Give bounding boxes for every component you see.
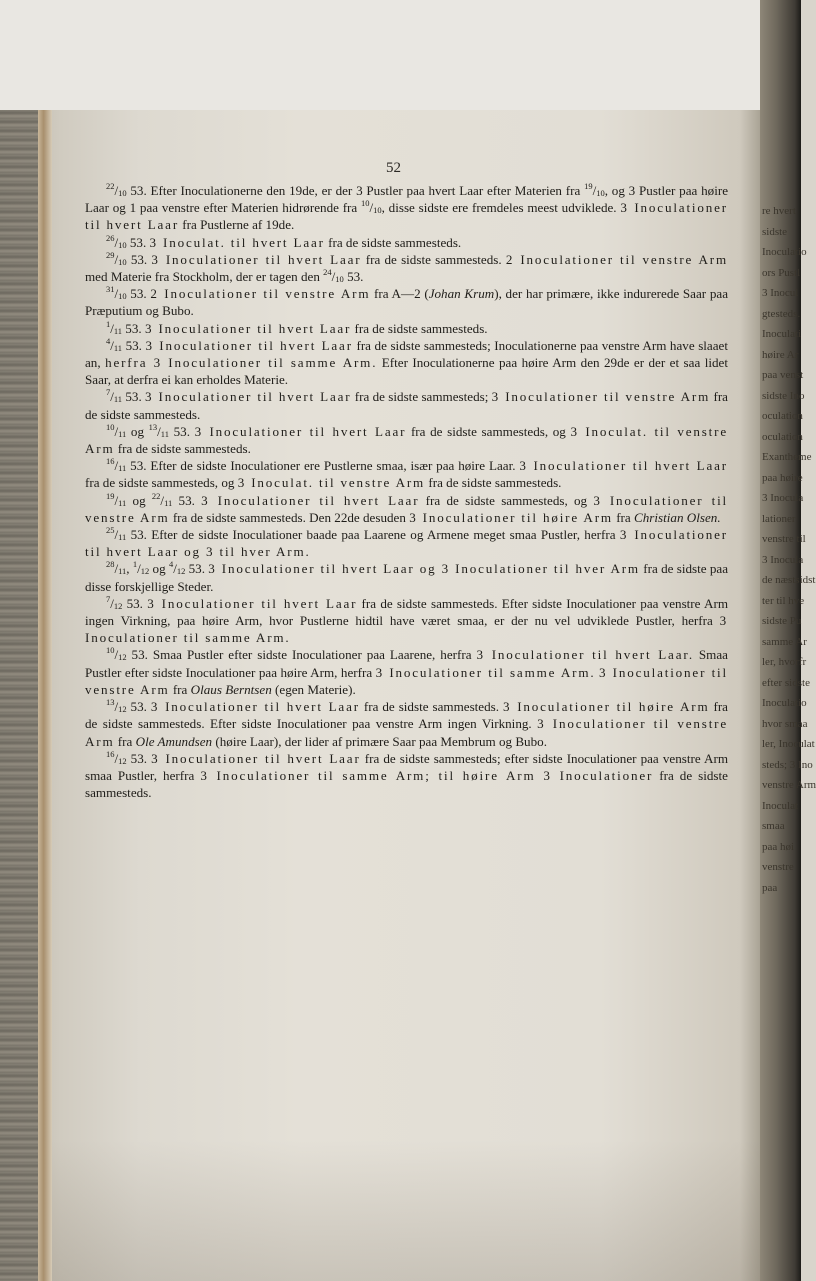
text-run: , og 3 Pustler paa høire Laar og 1 paa venstre efter Materien hidrørende fra	[85, 183, 729, 216]
text-run: og	[126, 492, 152, 508]
opposite-page-fragment: paa høi	[762, 840, 795, 853]
opposite-page-fragment: Inoculatio	[762, 697, 807, 709]
date-numerator: 16	[105, 456, 115, 467]
text-run: og	[149, 561, 169, 577]
text-run: fra	[169, 681, 191, 697]
date-numerator: 1	[105, 318, 111, 329]
text-run: /	[110, 389, 114, 405]
opposite-page-fragment: gtesteds.	[762, 307, 801, 320]
date-denominator: 10	[118, 239, 127, 250]
journal-entry	[85, 320, 728, 337]
opposite-page-bleed	[760, 0, 816, 1281]
spaced-emphasis: 3 Inoculationer til samme Arm.	[85, 613, 728, 646]
opposite-page-fragment: de næstsidst	[762, 574, 816, 586]
opposite-page-fragment: sidste Pu	[762, 615, 802, 627]
text-run: /	[114, 699, 119, 715]
opposite-page-fragment: oculation	[762, 410, 803, 422]
spaced-emphasis: 3 Inoculationer til høire Arm	[503, 699, 710, 715]
spaced-emphasis: 3 Inoculationer til hvert Laar	[145, 389, 352, 405]
spaced-emphasis: 3 Inoculationer til hvert Laar	[201, 492, 420, 508]
opposite-page-fragment: samme Ar	[762, 635, 807, 648]
opposite-page-fragment: oculation	[762, 430, 803, 443]
text-run: /	[369, 200, 374, 216]
text-run: /	[114, 234, 119, 250]
text-run: 53.	[126, 286, 151, 302]
spaced-emphasis: 2 Inoculationer til venstre Arm	[505, 251, 728, 267]
journal-entry	[85, 388, 728, 422]
opposite-page-fragment: smaa	[762, 820, 785, 832]
opposite-page-fragment: Inoculat	[762, 799, 799, 812]
text-run: /	[114, 561, 119, 577]
text-run: /	[160, 492, 165, 508]
text-run: fra de sidste sammesteds, og	[406, 423, 571, 439]
journal-entry	[85, 457, 728, 491]
opposite-page-fragment: lationer	[762, 512, 796, 525]
spaced-emphasis: 3 Inoculationer til hvert Laar	[85, 200, 728, 233]
text-run: /	[114, 527, 119, 543]
text-run: fra de sidste sammesteds. Efter sidste Inoculationer paa venstre Arm ingen Virkning, paa høire Arm, hvor Pustlerne hidtil have været smaa, er der nu vel udviklede Pustler, herfra	[85, 595, 728, 629]
spaced-emphasis: 3 Inoculationer til venstre Arm	[491, 389, 711, 405]
book-binding-shadow	[0, 110, 40, 1281]
date-numerator: 10	[105, 645, 115, 656]
spaced-emphasis: 3 Inoculationer til samme Arm; til høire Arm 3 Inoculationer	[200, 767, 654, 783]
text-run: 53. Efter Inoculationerne den 19de, er der 3 Pustler paa hvert Laar efter Materien fra	[126, 183, 585, 198]
spaced-emphasis: 3 Inoculat. til venstre Arm	[237, 475, 426, 491]
journal-entry	[85, 750, 728, 802]
person-name: Christian Olsen.	[634, 509, 721, 525]
opposite-page-fragment: 3 Inocul	[762, 287, 799, 299]
opposite-page-fragment: hvor smaa	[762, 717, 808, 730]
person-name: Ole Amundsen	[135, 733, 213, 749]
text-run: fra de sidste paa disse forskjellige Steder.	[85, 561, 729, 594]
text-run: 53. Smaa Pustler efter sidste Inoculationer paa Laarene, herfra	[126, 647, 477, 663]
text-run: fra de sidste sammesteds; efter sidste Inoculationer paa venstre Arm smaa Pustler, herfra	[85, 750, 729, 783]
date-numerator: 22	[151, 490, 161, 501]
date-numerator: 19	[584, 181, 593, 191]
journal-entry	[85, 526, 728, 560]
text-run: /	[110, 320, 114, 336]
journal-entry	[85, 285, 728, 319]
spaced-emphasis: 3 Inoculationer til hvert Laar og 3 Inoculationer til hver Arm	[208, 561, 640, 577]
spaced-emphasis: 3 Inoculationer til venstre Arm	[85, 716, 729, 749]
text-run: /	[114, 458, 119, 474]
text-run: fra de sidste sammesteds; Inoculationerne paa venstre Arm have slaaet an,	[85, 337, 729, 371]
date-numerator: 31	[105, 284, 115, 295]
text-run: 53.	[122, 389, 146, 405]
text-run: fra de sidste sammesteds.	[85, 389, 728, 422]
date-numerator: 22	[105, 181, 115, 191]
text-run: fra de sidste sammesteds.	[361, 251, 506, 267]
date-denominator: 11	[113, 325, 123, 336]
text-run: fra de sidste sammesteds.	[359, 699, 504, 715]
opposite-page-fragment: ler, Inoculat	[762, 738, 815, 750]
text-run: Efter Inoculationerne paa høire Arm den 29de er der et saa lidet Saar, at derfra ei kan erholdes Materie.	[85, 355, 728, 388]
page-edge	[38, 110, 52, 1281]
date-denominator: 12	[140, 566, 150, 577]
date-denominator: 10	[118, 188, 127, 198]
spaced-emphasis: 3 Inoculationer til hvert Laar	[144, 320, 352, 336]
text-run: 53.	[185, 561, 209, 577]
date-denominator: 11	[118, 566, 127, 577]
journal-entry	[85, 698, 728, 750]
opposite-page-fragment: venstre	[762, 861, 794, 873]
journal-entry	[85, 492, 728, 526]
text-run: /	[157, 423, 161, 439]
page-bottom-shade	[52, 1140, 760, 1281]
text-run: ), der har primære, ikke indurerede Saar paa Præputium og Bubo.	[85, 286, 729, 319]
text-run: 53. Efter de sidste Inoculationer ere Pustlerne smaa, især paa høire Laar.	[126, 458, 520, 474]
opposite-page-fragment: paa venst	[762, 369, 804, 381]
text-run: fra de sidste sammesteds.	[425, 475, 562, 491]
opposite-page-fragment: re hvert	[762, 205, 796, 217]
text-run: /	[110, 595, 114, 611]
date-numerator: 28	[105, 559, 115, 570]
opposite-page-fragment: steds; 3 Ino	[762, 758, 813, 771]
date-numerator: 7	[105, 593, 111, 604]
spaced-emphasis: 3 Inoculationer til venstre Arm	[85, 664, 728, 697]
text-run: /	[331, 269, 336, 285]
spaced-emphasis: 3 Inoculationer til venstre Arm	[85, 492, 729, 525]
spaced-emphasis: 3 Inoculationer til hvert Laar og 3 til hver Arm.	[85, 527, 728, 560]
text-run: (høire Laar), der lider af primære Saar paa Membrum og Bubo.	[212, 733, 547, 749]
text-run: fra A—2 (	[370, 286, 429, 302]
date-numerator: 13	[148, 421, 158, 432]
spaced-emphasis: 3 Inoculationer til hvert Laar	[151, 251, 362, 267]
journal-entry	[85, 423, 728, 457]
spaced-emphasis: 3 Inoculationer til hvert Laar	[147, 595, 358, 611]
date-denominator: 12	[118, 704, 127, 715]
date-denominator: 12	[118, 652, 127, 663]
text-run: /	[114, 251, 119, 267]
date-denominator: 11	[118, 497, 127, 508]
opposite-page-fragment: venstre Arm	[762, 779, 816, 791]
date-denominator: 11	[160, 428, 169, 439]
date-denominator: 12	[113, 600, 123, 611]
text-run: 53.	[126, 234, 150, 250]
journal-text	[85, 182, 728, 801]
journal-entry	[85, 182, 728, 234]
text-run: 53.	[126, 251, 152, 267]
text-run: 53.	[343, 269, 364, 285]
text-run: fra de sidste sammesteds. Den 22de desuden	[169, 509, 410, 525]
text-run: /	[114, 750, 119, 766]
text-run: 53.	[122, 337, 146, 353]
date-numerator: 10	[361, 198, 370, 209]
text-run: med Materie fra Stockholm, der er tagen den	[85, 269, 324, 285]
date-denominator: 11	[118, 428, 127, 439]
date-denominator: 11	[164, 497, 173, 508]
spaced-emphasis: 3 Inoculationer til høire Arm	[409, 509, 613, 525]
date-denominator: 12	[176, 566, 186, 577]
opposite-page-fragment: 3 Inocula	[762, 492, 804, 504]
spaced-emphasis: 3 Inoculationer til samme Arm.	[375, 664, 596, 680]
date-denominator: 11	[118, 463, 127, 474]
opposite-page-fragment: paa	[762, 881, 778, 894]
date-numerator: 10	[105, 421, 115, 432]
opposite-page-fragment: sidste Ino	[762, 389, 805, 402]
opposite-page-fragment: ler, hvorfr	[762, 656, 807, 668]
opposite-page-fragment: efter sidste	[762, 676, 810, 689]
text-run: fra	[612, 509, 635, 525]
text-run: 53.	[168, 423, 195, 439]
date-numerator: 26	[105, 232, 115, 243]
spaced-emphasis: 3 Inoculationer til hvert Laar	[150, 699, 360, 715]
opposite-page-fragment: Inoculatio	[762, 246, 807, 258]
text-run: fra de sidste sammesteds.	[85, 767, 728, 801]
spaced-emphasis: 3 Inoculationer til hvert Laar.	[476, 647, 694, 663]
date-denominator: 11	[118, 532, 127, 543]
date-denominator: 11	[113, 394, 123, 405]
opposite-page-fragment: høire Ar	[762, 348, 799, 361]
journal-entry	[85, 646, 728, 698]
date-numerator: 4	[168, 559, 174, 570]
spaced-emphasis: herfra 3 Inoculationer til samme Arm.	[105, 355, 378, 371]
text-run: (egen Materie).	[271, 681, 356, 697]
opposite-page-fragment: paa høire	[762, 471, 803, 484]
spaced-emphasis: 3 Inoculationer til hvert Laar	[194, 423, 407, 439]
text-run: fra de sidste sammesteds.	[114, 441, 251, 457]
text-run: fra de sidste sammesteds.	[324, 234, 462, 250]
text-run: /	[173, 561, 177, 577]
page-number: 52	[386, 160, 401, 176]
date-numerator: 13	[105, 697, 115, 708]
date-numerator: 4	[105, 335, 111, 346]
date-numerator: 1	[132, 559, 138, 570]
text-run: /	[114, 647, 119, 663]
date-numerator: 25	[105, 525, 115, 536]
date-numerator: 29	[105, 249, 115, 260]
date-denominator: 11	[113, 342, 123, 353]
text-run: /	[114, 492, 119, 508]
journal-entry	[85, 560, 728, 594]
text-run: , disse sidste ere fremdeles meest udviklede.	[381, 200, 621, 216]
person-name: Olaus Berntsen	[190, 681, 272, 697]
text-run: /	[114, 286, 119, 302]
text-run: /	[110, 337, 114, 353]
text-run: fra de sidste sammesteds. Efter sidste Inoculationer paa venstre Arm ingen Virkning.	[85, 699, 728, 732]
date-denominator: 10	[373, 205, 382, 216]
journal-entry	[85, 234, 728, 251]
text-run: /	[137, 561, 141, 577]
date-denominator: 10	[596, 188, 605, 198]
spaced-emphasis: 3 Inoculationer til hvert Laar	[519, 458, 729, 474]
journal-entry	[85, 595, 728, 647]
text-run: og	[126, 423, 149, 439]
spaced-emphasis: 3 Inoculat. til hvert Laar	[149, 234, 325, 250]
date-denominator: 10	[118, 256, 127, 267]
text-run: 53.	[172, 492, 202, 508]
text-run: fra de sidste sammesteds;	[351, 389, 492, 405]
date-denominator: 10	[118, 291, 127, 302]
opposite-page-fragment: Exantheme	[762, 451, 812, 463]
text-run: 53.	[126, 699, 151, 715]
spaced-emphasis: 3 Inoculationer til hvert Laar	[145, 337, 353, 353]
opposite-page-fragment: ors Pustl	[762, 266, 801, 279]
text-run: fra	[114, 733, 136, 749]
text-run: ,	[126, 561, 133, 577]
opposite-page-fragment: 3 Inocula	[762, 553, 804, 566]
text-run: fra de sidste sammesteds, og	[85, 475, 238, 491]
text-run: Smaa Pustler efter sidste Inoculationer paa høire Arm, herfra	[85, 647, 728, 680]
person-name: Johan Krum	[428, 286, 495, 302]
date-numerator: 19	[105, 490, 115, 501]
date-numerator: 24	[323, 267, 332, 278]
opposite-page-fragment: Inoculati	[762, 328, 802, 340]
text-run: 53.	[122, 595, 148, 611]
journal-entry	[85, 251, 728, 285]
date-denominator: 10	[335, 274, 344, 285]
opposite-page-fragment: venstre til	[762, 533, 806, 545]
opposite-page-fragment: ter til hve	[762, 594, 805, 607]
spaced-emphasis: 2 Inoculationer til venstre Arm	[150, 286, 371, 302]
text-run: fra Pustlerne af 19de.	[179, 217, 295, 233]
date-numerator: 16	[105, 748, 115, 759]
date-denominator: 12	[118, 755, 127, 766]
journal-entry	[85, 337, 728, 389]
scan-top-margin	[0, 0, 801, 110]
text-run: 53.	[126, 750, 152, 766]
spaced-emphasis: 3 Inoculationer til hvert Laar	[151, 750, 361, 766]
text-run: /	[592, 183, 597, 198]
text-run: 53.	[122, 320, 145, 336]
text-run: fra de sidste sammesteds.	[351, 320, 488, 336]
text-run: /	[114, 423, 119, 439]
spaced-emphasis: 3 Inoculat. til venstre Arm	[85, 423, 728, 457]
text-run: /	[114, 183, 119, 198]
text-run: fra de sidste sammesteds, og	[419, 492, 594, 508]
opposite-page-fragment: sidste	[762, 225, 788, 238]
date-numerator: 7	[105, 387, 111, 398]
text-run: 53. Efter de sidste Inoculationer baade paa Laarene og Armene meget smaa Pustler, herfra	[126, 527, 620, 543]
